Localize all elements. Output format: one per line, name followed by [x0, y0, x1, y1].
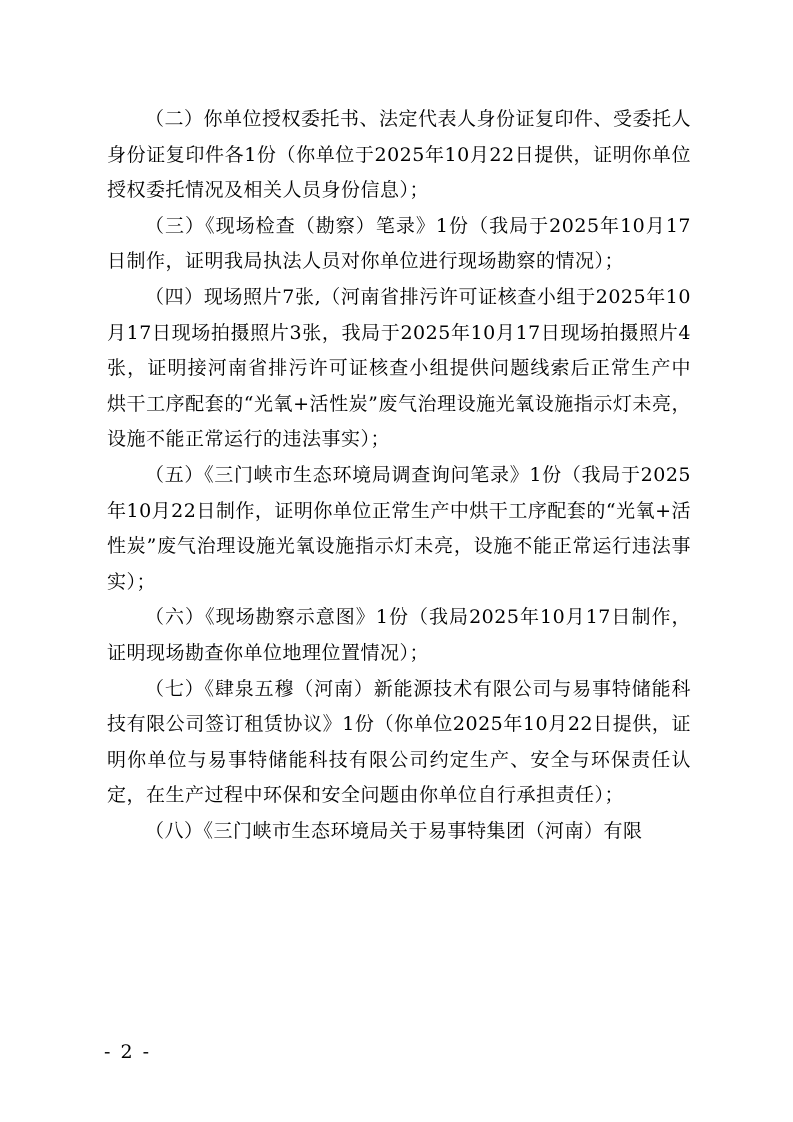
document-body: [107, 102, 691, 849]
evidence-item-7: （七）《肆泉五穆（河南）新能源技术有限公司与易事特储能科技有限公司签订租赁协议》1份（你单位2025年10月22日提供，证明你单位与易事特储能科技有限公司约定生产、安全与环保责任认定，在生产过程中环保和安全问题由你单位自行承担责任）；: [107, 677, 691, 807]
evidence-item-2: （二）你单位授权委托书、法定代表人身份证复印件、受委托人身份证复印件各1份（你单位于2025年10月22日提供，证明你单位授权委托情况及相关人员身份信息）；: [107, 108, 692, 202]
evidence-item-6: （六）《现场勘察示意图》1份（我局2025年10月17日制作，证明现场勘查你单位地理位置情况）；: [107, 606, 691, 664]
evidence-item-4: （四）现场照片7张,（河南省排污许可证核查小组于2025年10月17日现场拍摄照片3张，我局于2025年10月17日现场拍摄照片4张，证明接河南省排污许可证核查小组提供问题线索后正常生产中烘干工序配套的“光氧+活性炭”废气治理设施光氧设施指示灯未亮，设施不能正常运行的违法事实）；: [107, 285, 691, 451]
page-number: - 2 -: [104, 1041, 152, 1063]
evidence-item-3: （三）《现场检查（勘察）笔录》1份（我局于2025年10月17日制作，证明我局执法人员对你单位进行现场勘察的情况）；: [107, 214, 691, 273]
evidence-item-5: （五）《三门峡市生态环境局调查询问笔录》1份（我局于2025年10月22日制作，证明你单位正常生产中烘干工序配套的“光氧+活性炭”废气治理设施光氧设施指示灯未亮，设施不能正常运行违法事实）；: [107, 463, 691, 593]
evidence-item-8: （八）《三门峡市生态环境局关于易事特集团（河南）有限: [145, 819, 643, 842]
